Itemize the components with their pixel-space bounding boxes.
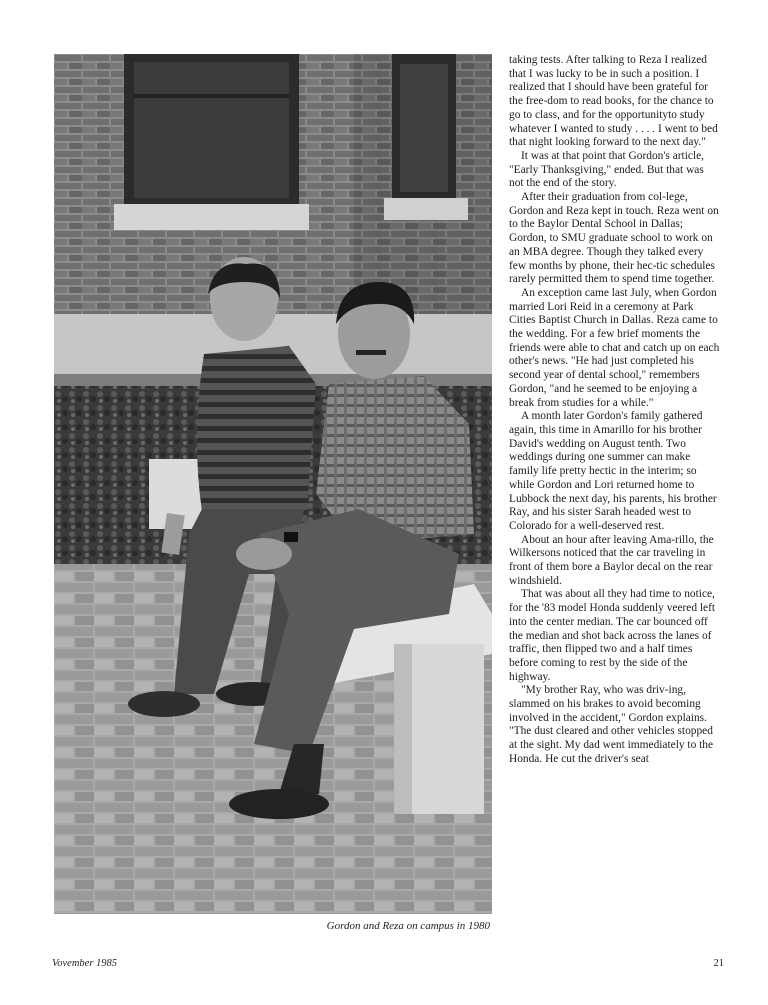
article-paragraph: An exception came last July, when Gordon married Lori Reid in a ceremony at Park Cities Baptist Church in Dallas. Reza came to the wedding. For a few brief moments the friends were able to chat and catch up on each other's news. "He had just completed his second year of dental school," remembers Gordon, "and he seemed to be enjoying a break from studies for a while." — [509, 286, 720, 409]
article-paragraph: That was about all they had time to notice, for the '83 model Honda suddenly veered left into the center median. The car bounced off the median and shot back across the lanes of traffic, then flipped two and a half times before coming to rest by the side of the highway. — [509, 588, 716, 683]
article-paragraph: taking tests. After talking to Reza I realized that I was lucky to be in such a position. I realized that I should have been grateful for the free-dom to read books, for the chance to go to class, and for the opportunityto study whatever I wanted to study . . . . I went to bed that night looking forward to the next day." — [509, 54, 718, 149]
article-paragraph: "My brother Ray, who was driv-ing, slammed on his brakes to avoid becoming involved in the accident," Gordon explains. "The dust cleared and other vehicles stopped at the sight. My dad went immediately to the Honda. He cut the driver's seat — [509, 684, 714, 765]
article-paragraph: After their graduation from col-lege, Gordon and Reza kept in touch. Reza went on to the Baylor Dental School in Dallas; Gordon, to SMU graduate school to work on an MBA degree. Though they talked every few months by phone, their hec-tic schedules rarely permitted them to spend time together. — [509, 191, 719, 286]
photo-caption: Gordon and Reza on campus in 1980 — [326, 920, 490, 932]
article-paragraph: A month later Gordon's family gathered again, this time in Amarillo for his brother David's wedding on August tenth. Two weddings during one summer can make family life pretty hectic in the interim; so while Gordon and Lori returned home to Lubbock the next day, his parents, his brother Ray, and his sister Sarah headed west to Colorado for a well-deserved rest. — [509, 410, 717, 532]
issue-date: Vovember 1985 — [52, 958, 118, 969]
article-paragraph: About an hour after leaving Ama-rillo, the Wilkersons noticed that the car traveling in front of them bore a Baylor decal on the rear windshield. — [509, 533, 714, 587]
article-paragraph: It was at that point that Gordon's article, "Early Thanksgiving," ended. But that was not the end of the story. — [509, 149, 704, 190]
article-column — [509, 54, 721, 936]
page-number: 21 — [713, 958, 724, 969]
photograph — [54, 54, 492, 914]
